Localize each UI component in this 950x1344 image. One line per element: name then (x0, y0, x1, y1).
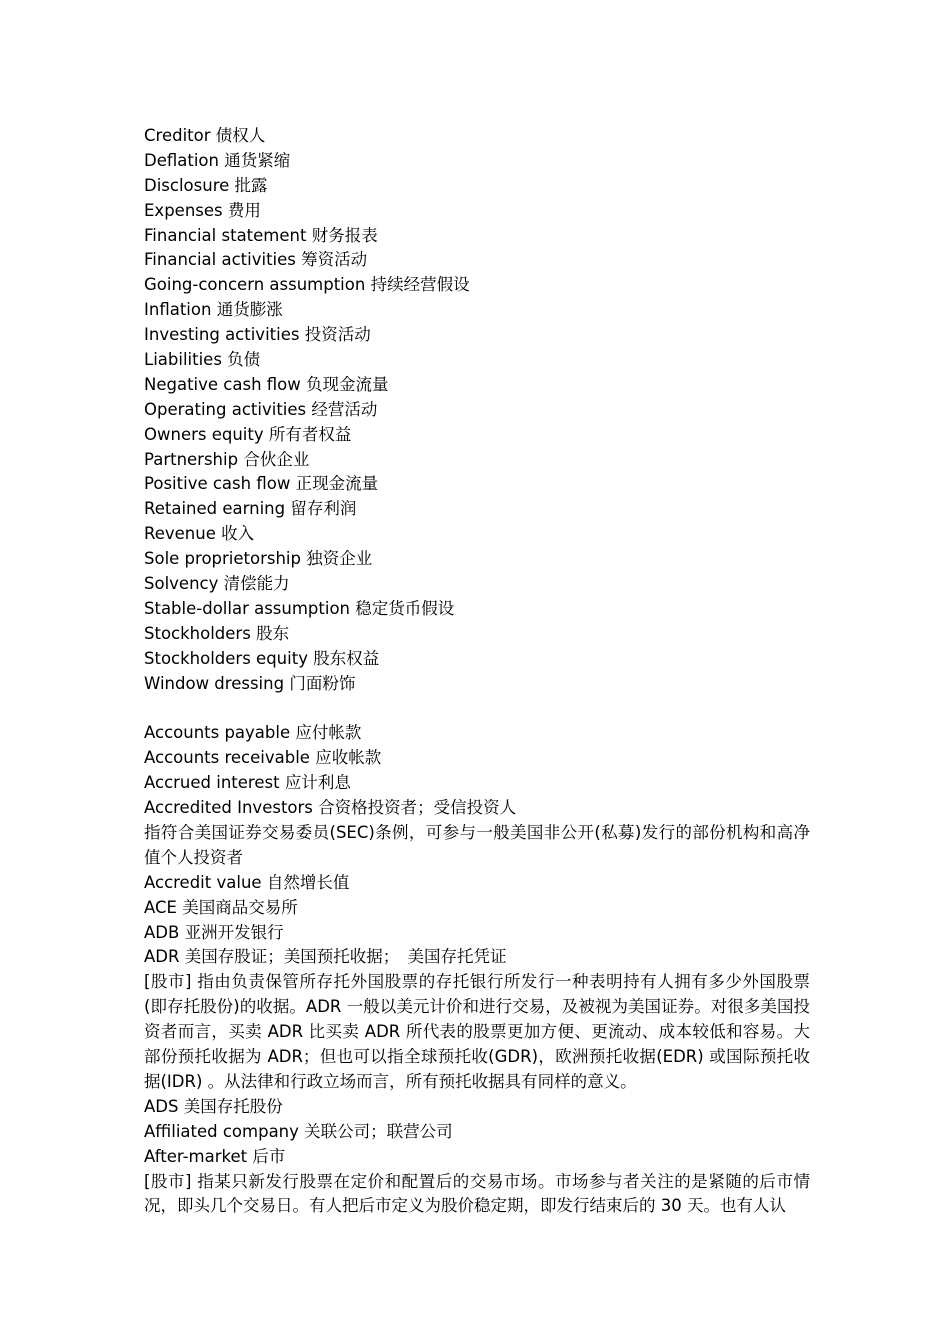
glossary-entry-investing-activities (144, 323, 810, 348)
glossary-entry-accredited-investors (144, 796, 810, 821)
translation: 留存利润 (290, 499, 357, 519)
term: Revenue (144, 524, 216, 544)
glossary-entry-partnership (144, 448, 810, 473)
glossary-entry-operating-activities (144, 398, 810, 423)
translation: 后市 (252, 1146, 286, 1166)
translation: 美国商品交易所 (182, 897, 298, 917)
term: Liabilities (144, 350, 222, 370)
after-market-description: [股市] 指某只新发行股票在定价和配置后的交易市场。市场参与者关注的是紧随的后市情况，即头几个交易日。有人把后市定义为股价稳定期，即发行结束后的 30 天。也有人认 (144, 1171, 810, 1216)
translation: 负现金流量 (306, 374, 389, 394)
term: Accredited Investors (144, 798, 313, 818)
term: ACE (144, 897, 177, 917)
translation: 批露 (234, 175, 268, 195)
glossary-entry-owners-equity (144, 423, 810, 448)
term: Negative cash flow (144, 374, 301, 394)
term: Accounts payable (144, 723, 291, 743)
translation: 稳定货币假设 (355, 598, 455, 618)
translation: 门面粉饰 (289, 673, 356, 693)
translation: 费用 (227, 200, 261, 220)
glossary-content (144, 124, 810, 1219)
translation: 合伙企业 (243, 449, 310, 469)
term: Investing activities (144, 325, 300, 345)
term: Stockholders equity (144, 648, 308, 668)
translation: 股东 (256, 623, 290, 643)
glossary-entry-stockholders (144, 622, 810, 647)
translation: 通货紧缩 (224, 150, 291, 170)
glossary-entry-after-market (144, 1145, 810, 1170)
translation: 负债 (227, 350, 261, 370)
translation: 应收帐款 (315, 748, 382, 768)
term: Financial activities (144, 250, 296, 270)
term: Accounts receivable (144, 748, 310, 768)
glossary-entry-creditor (144, 124, 810, 149)
glossary-entry-accounts-receivable (144, 746, 810, 771)
translation: 合资格投资者；受信投资人 (318, 798, 517, 818)
term: ADB (144, 922, 180, 942)
glossary-entry-ads (144, 1095, 810, 1120)
glossary-entry-disclosure (144, 174, 810, 199)
glossary-entry-accounts-payable (144, 721, 810, 746)
term: After-market (144, 1146, 248, 1166)
glossary-entry-inflation (144, 298, 810, 323)
term: Retained earning (144, 499, 286, 519)
term: Partnership (144, 449, 239, 469)
term: Positive cash flow (144, 474, 291, 494)
glossary-entry-liabilities (144, 348, 810, 373)
term: Financial statement (144, 225, 307, 245)
term: Operating activities (144, 399, 307, 419)
glossary-entry-expenses (144, 199, 810, 224)
translation: 应计利息 (284, 773, 351, 793)
term: Owners equity (144, 424, 264, 444)
translation: 关联公司；联营公司 (304, 1121, 453, 1141)
glossary-entry-stockholders-equity (144, 647, 810, 672)
term: Going-concern assumption (144, 275, 366, 295)
glossary-entry-sole-proprietorship (144, 547, 810, 572)
glossary-entry-revenue (144, 522, 810, 547)
glossary-entry-positive-cash-flow (144, 472, 810, 497)
translation: 亚洲开发银行 (184, 922, 284, 942)
translation: 财务报表 (311, 225, 378, 245)
translation: 正现金流量 (295, 474, 379, 494)
term: Accrued interest (144, 773, 280, 793)
term: Window dressing (144, 673, 285, 693)
translation: 债权人 (215, 126, 266, 145)
translation: 自然增长值 (266, 872, 350, 892)
term: Stable-dollar assumption (144, 598, 351, 618)
glossary-entry-solvency (144, 572, 810, 597)
glossary-entry-negative-cash-flow (144, 373, 810, 398)
accredited-investors-description: 指符合美国证券交易委员(SEC)条例，可参与一般美国非公开(私募)发行的部份机构和高净值个人投资者 (144, 822, 810, 867)
term: Deflation (144, 150, 219, 170)
translation: 所有者权益 (268, 424, 352, 444)
term: Stockholders (144, 623, 251, 643)
term: Inflation (144, 300, 212, 320)
term: ADR (144, 947, 180, 967)
glossary-entry-financial-activities (144, 248, 810, 273)
translation: 应付帐款 (295, 723, 362, 743)
term: ADS (144, 1096, 179, 1116)
adr-description: [股市] 指由负责保管所存托外国股票的存托银行所发行一种表明持有人拥有多少外国股票(即存托股份)的收据。ADR 一般以美元计价和进行交易，及被视为美国证券。对很多美国投资者而言，买卖 ADR 比买卖 ADR 所代表的股票更加方便、更流动、成本较低和容易。大部份预托收据为 ADR；但也可以指全球预托收(GDR)，欧洲预托收据(EDR) 或国际预托收据(IDR) 。从法律和行政立场而言，所有预托收据具有同样的意义。 (144, 972, 810, 1091)
glossary-entry-affiliated-company (144, 1120, 810, 1145)
glossary-entry-financial-statement (144, 224, 810, 249)
glossary-entry-deflation (144, 149, 810, 174)
translation: 经营活动 (311, 399, 378, 419)
translation: 清偿能力 (223, 574, 290, 594)
term: Disclosure (144, 175, 230, 195)
term: Sole proprietorship (144, 549, 301, 569)
translation: 美国存股证；美国预托收据； 美国存托凭证 (184, 947, 507, 967)
translation: 股东权益 (313, 648, 380, 668)
translation: 筹资活动 (301, 250, 368, 270)
glossary-entry-ace (144, 896, 810, 921)
glossary-entry-going-concern (144, 273, 810, 298)
term: Solvency (144, 574, 219, 594)
translation: 通货膨涨 (216, 300, 283, 320)
term: Expenses (144, 200, 223, 220)
glossary-entry-stable-dollar (144, 597, 810, 622)
term: Accredit value (144, 872, 262, 892)
translation: 独资企业 (306, 549, 373, 569)
glossary-entry-adr (144, 945, 810, 970)
translation: 持续经营假设 (370, 275, 470, 295)
term: Affiliated company (144, 1121, 299, 1141)
glossary-entry-adb (144, 921, 810, 946)
term: Creditor (144, 126, 211, 145)
glossary-entry-accrued-interest (144, 771, 810, 796)
glossary-entry-retained-earning (144, 497, 810, 522)
glossary-entry-window-dressing (144, 672, 810, 697)
translation: 收入 (221, 524, 255, 544)
translation: 美国存托股份 (183, 1096, 283, 1116)
glossary-entry-accredit-value (144, 871, 810, 896)
translation: 投资活动 (304, 325, 371, 345)
section-spacer (144, 696, 810, 721)
